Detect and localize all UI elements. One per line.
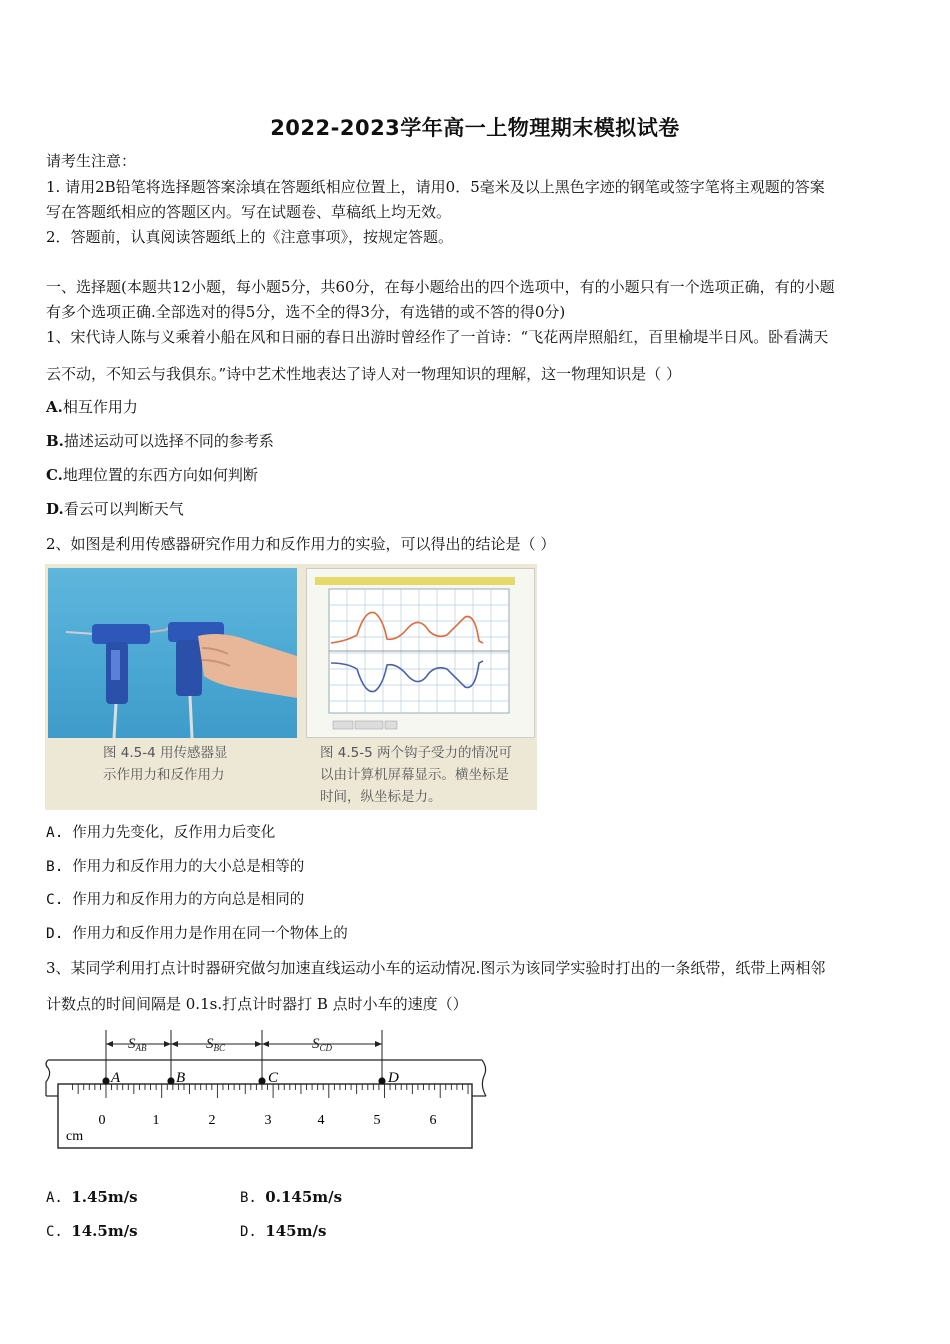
- fig2-caption-line-2: 以由计算机屏幕显示。横坐标是: [320, 767, 509, 783]
- option-text: 描述运动可以选择不同的参考系: [63, 432, 274, 450]
- notice-line-1: 1. 请用2B铅笔将选择题答案涂填在答题纸相应位置上，请用0．5毫米及以上黑色字迹的钢笔或签字笔将主观题的答案: [46, 178, 825, 196]
- segment-label-ab: $S_{AB}$: [128, 1036, 147, 1053]
- ruler-label-3: 3: [264, 1113, 272, 1128]
- q3-option-d: [240, 1221, 326, 1242]
- ruler-label-6: 6: [429, 1113, 437, 1128]
- q2-figure: [45, 564, 537, 810]
- section-line-2: 有多个选项正确.全部选对的得5分，选不全的得3分，有选错的或不答的得0分): [46, 303, 566, 321]
- option-letter: A.: [46, 398, 63, 416]
- notice-heading: 请考生注意：: [46, 152, 137, 170]
- page-title: 2022-2023学年高一上物理期末模拟试卷: [270, 116, 680, 140]
- q2-option-b: B. 作用力和反作用力的大小总是相等的: [46, 859, 305, 875]
- point-label-c: C: [268, 1070, 279, 1086]
- fig1-caption-line-2: 示作用力和反作用力: [103, 767, 225, 783]
- q3-stem-line-2: 计数点的时间间隔是 0.1s.打点计时器打 B 点时小车的速度（）: [46, 995, 468, 1013]
- option-letter: D.: [46, 500, 64, 518]
- ruler-label-2: 2: [208, 1113, 216, 1128]
- q1-stem-line-1: 1、宋代诗人陈与义乘着小船在风和日丽的春日出游时曾经作了一首诗：“飞花两岸照船红，百里榆堤半日风。卧看满天: [46, 328, 829, 346]
- ruler-unit: cm: [66, 1129, 84, 1144]
- q1-option-d: [46, 499, 184, 519]
- ruler-label-0: 0: [98, 1113, 106, 1128]
- q1-stem-line-2: 云不动，不知云与我俱东。”诗中艺术性地表达了诗人对一物理知识的理解，这一物理知识是（ ）: [46, 365, 681, 383]
- force-graph-screen: [306, 568, 535, 738]
- option-letter: D.: [240, 1224, 266, 1240]
- point-label-d: D: [388, 1070, 399, 1086]
- point-d: [378, 1077, 385, 1084]
- ruler-label-1: 1: [152, 1113, 160, 1128]
- point-label-a: A: [111, 1070, 121, 1086]
- option-text: 145m/s: [265, 1222, 327, 1240]
- q2-stem: 2、如图是利用传感器研究作用力和反作用力的实验，可以得出的结论是（ ）: [46, 535, 556, 553]
- ruler-label-4: 4: [317, 1113, 325, 1128]
- option-text: 看云可以判断天气: [63, 500, 184, 518]
- q3-option-a: [46, 1187, 138, 1208]
- section-line-1: 一、选择题(本题共12小题，每小题5分，共60分，在每小题给出的四个选项中，有的小题只有一个选项正确，有的小题: [46, 278, 835, 296]
- q1-option-c: [46, 465, 258, 485]
- point-label-b: B: [176, 1070, 186, 1086]
- option-text: 1.45m/s: [71, 1188, 138, 1206]
- point-a: [102, 1077, 109, 1084]
- segment-label-cd: $S_{CD}$: [312, 1036, 333, 1053]
- option-text: 0.145m/s: [265, 1188, 343, 1206]
- point-b: [167, 1077, 174, 1084]
- option-text: 14.5m/s: [71, 1222, 138, 1240]
- sensor-photo-illustration: [48, 568, 297, 738]
- q3-option-b: [240, 1187, 342, 1208]
- option-letter: A.: [46, 1190, 72, 1206]
- notice-line-2: 2．答题前，认真阅读答题纸上的《注意事项》，按规定答题。: [46, 228, 454, 246]
- point-c: [258, 1077, 265, 1084]
- option-text: 地理位置的东西方向如何判断: [62, 466, 258, 484]
- q1-option-b: [46, 431, 274, 451]
- q3-stem-line-1: 3、某同学利用打点计时器研究做匀加速直线运动小车的运动情况.图示为该同学实验时打出的一条纸带，纸带上两相邻: [46, 959, 826, 977]
- option-letter: B.: [240, 1190, 266, 1206]
- ruler-label-5: 5: [373, 1113, 381, 1128]
- fig2-caption-line-3: 时间，纵坐标是力。: [320, 789, 442, 805]
- notice-line-1b: 写在答题纸相应的答题区内。写在试题卷、草稿纸上均无效。: [46, 203, 452, 221]
- q1-option-a: [46, 397, 138, 417]
- force-graph-illustration: [307, 569, 534, 737]
- option-text: 相互作用力: [62, 398, 138, 416]
- fig1-caption-line-1: 图 4.5-4 用传感器显: [103, 745, 228, 761]
- option-letter: C.: [46, 1224, 72, 1240]
- ruler-tape-diagram: [40, 1024, 500, 1154]
- option-letter: C.: [46, 466, 63, 484]
- fig2-caption-line-1: 图 4.5-5 两个钩子受力的情况可: [320, 745, 513, 761]
- q2-option-c: C. 作用力和反作用力的方向总是相同的: [46, 892, 305, 908]
- q2-option-d: D. 作用力和反作用力是作用在同一个物体上的: [46, 926, 348, 942]
- option-letter: B.: [46, 432, 64, 450]
- segment-label-bc: $S_{BC}$: [206, 1036, 226, 1053]
- sensor-photo: [48, 568, 297, 738]
- ruler-ticks: [73, 1084, 468, 1098]
- q3-option-c: [46, 1221, 138, 1242]
- q2-option-a: A. 作用力先变化，反作用力后变化: [46, 825, 276, 841]
